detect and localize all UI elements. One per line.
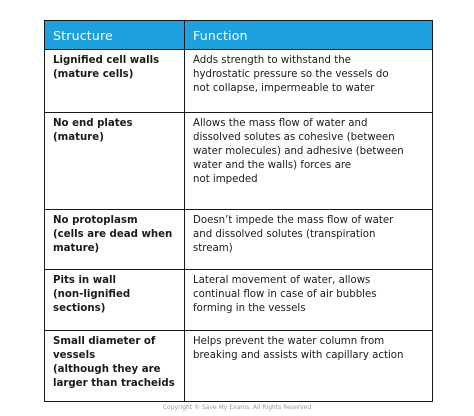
copyright-footer: Copyright © Save My Exams. All Rights Reserved <box>162 404 312 411</box>
table-row <box>45 50 433 113</box>
function-cell <box>185 113 433 210</box>
header-structure: Structure <box>45 21 185 50</box>
function-cell <box>185 210 433 270</box>
function-text: Adds strength to withstand the hydrostatic pressure so the vessels do not collapse, impermeable to water <box>193 55 389 94</box>
function-text: Helps prevent the water column from breaking and assists with capillary action <box>193 336 404 361</box>
structure-text: No end plates (mature) <box>53 118 133 143</box>
structure-cell <box>45 270 185 331</box>
structure-text: No protoplasm (cells are dead when mature) <box>53 215 173 254</box>
structure-text: Pits in wall (non-lignified sections) <box>53 275 131 314</box>
structure-text: Small diameter of vessels (although they are larger than tracheids <box>53 336 175 389</box>
function-text: Doesn’t impede the mass flow of water and dissolved solutes (transpiration stream) <box>193 215 394 254</box>
table-row <box>45 331 433 402</box>
structure-function-table <box>44 20 433 402</box>
header-function: Function <box>185 21 433 50</box>
function-cell <box>185 270 433 331</box>
structure-cell <box>45 50 185 113</box>
function-cell <box>185 50 433 113</box>
structure-text: Lignified cell walls (mature cells) <box>53 55 160 80</box>
table-row <box>45 210 433 270</box>
function-text: Allows the mass flow of water and dissolved solutes as cohesive (between water molecules) and adhesive (between water and the walls) forces are not impeded <box>193 118 404 185</box>
xylem-structure-table <box>44 20 432 402</box>
structure-cell <box>45 210 185 270</box>
structure-cell <box>45 113 185 210</box>
structure-cell <box>45 331 185 402</box>
function-cell <box>185 331 433 402</box>
function-text: Lateral movement of water, allows continual flow in case of air bubbles forming in the vessels <box>193 275 377 314</box>
table-row <box>45 270 433 331</box>
header-row <box>45 21 433 50</box>
table-row <box>45 113 433 210</box>
